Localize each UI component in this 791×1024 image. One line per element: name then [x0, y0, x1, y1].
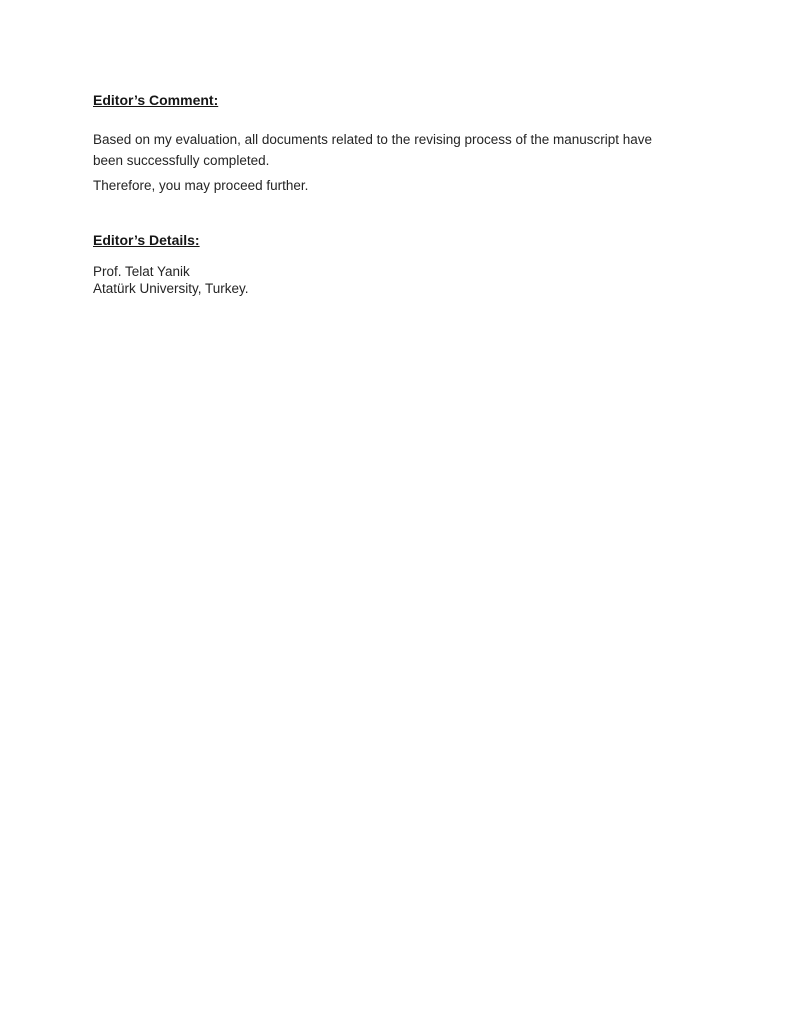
editor-name: Prof. Telat Yanik [93, 264, 190, 279]
editor-comment-conclusion: Therefore, you may proceed further. [93, 178, 309, 193]
editor-details-heading: Editor’s Details: [93, 232, 200, 248]
editor-details-section [93, 232, 691, 297]
page-content [0, 0, 791, 297]
editor-details-block [93, 263, 691, 297]
editor-comment-paragraph: Based on my evaluation, all documents related to the revising process of the manuscript have been successfully completed. [93, 132, 653, 168]
editor-affiliation: Atatürk University, Turkey. [93, 281, 249, 296]
editor-comment-section [93, 92, 691, 196]
editor-comment-heading: Editor’s Comment: [93, 92, 219, 108]
